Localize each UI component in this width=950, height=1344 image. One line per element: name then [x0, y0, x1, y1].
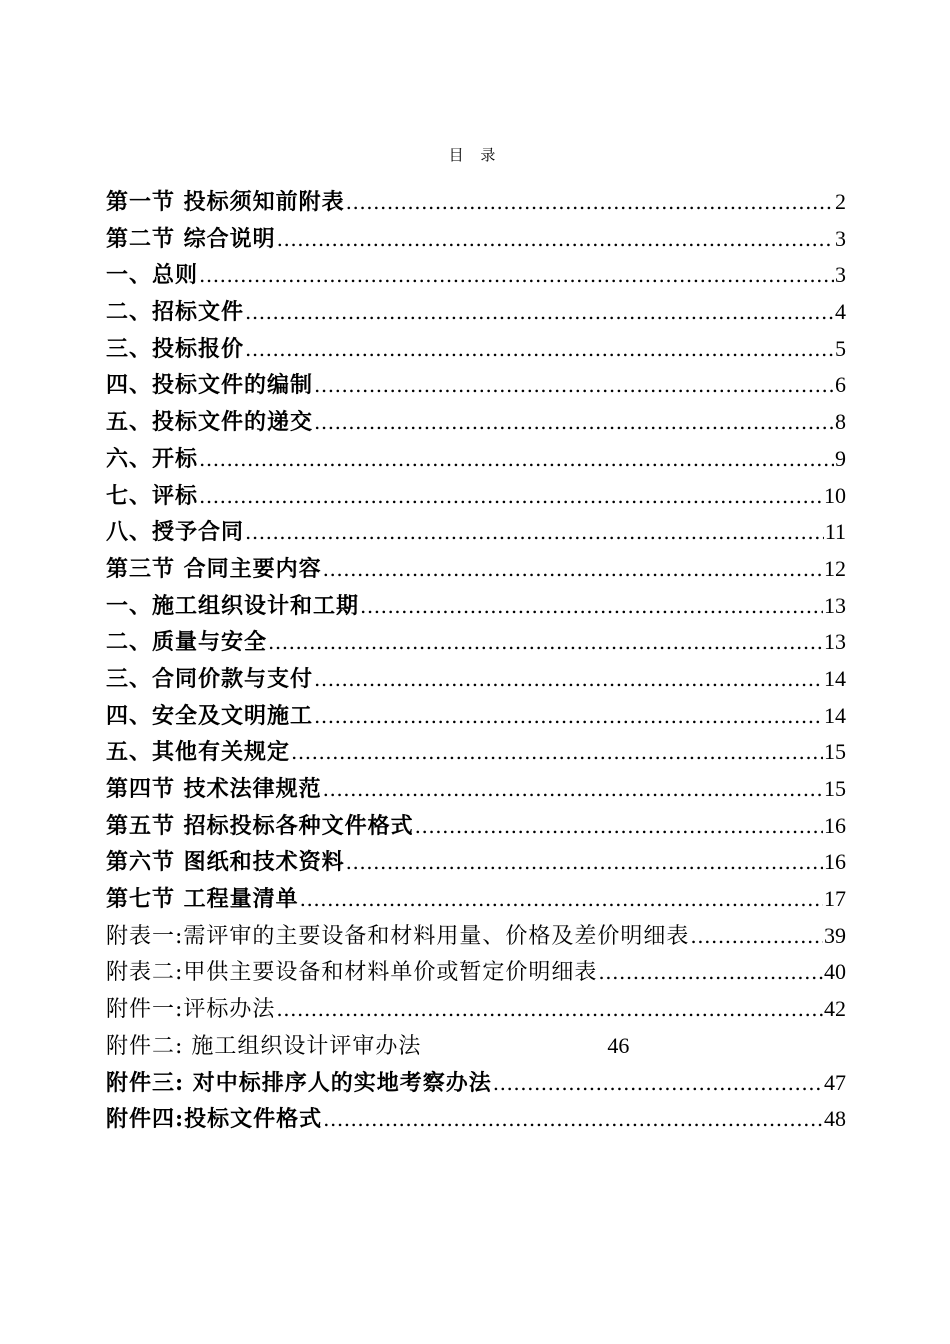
toc-page-number: 14: [824, 702, 846, 728]
toc-page-number: 5: [835, 335, 846, 361]
toc-leader-dots: [300, 881, 823, 918]
toc-leader-dots: [199, 478, 823, 515]
toc-leader-dots: [314, 698, 823, 735]
toc-entry[interactable]: [106, 918, 846, 955]
toc-entry[interactable]: [106, 441, 846, 478]
toc-leader-dots: [346, 184, 834, 221]
toc-page-number: 48: [824, 1106, 846, 1132]
toc-page-number: 46: [607, 1032, 630, 1058]
toc-leader-dots: [245, 331, 834, 368]
toc-entry-label: 附表二:甲供主要设备和材料单价或暂定价明细表: [106, 960, 598, 986]
toc-entry-label: 第七节 工程量清单: [106, 886, 299, 913]
toc-page-number: 40: [824, 959, 846, 985]
toc-entry-label: 五、投标文件的递交: [106, 409, 314, 436]
toc-entry-label: 二、招标文件: [106, 299, 245, 326]
toc-entry[interactable]: [106, 661, 846, 698]
toc-entry[interactable]: [106, 294, 846, 331]
toc-leader-dots: [346, 844, 823, 881]
toc-page-number: 10: [824, 482, 846, 508]
toc-leader-dots: [276, 991, 823, 1028]
toc-page-number: 13: [824, 592, 846, 618]
toc-entry[interactable]: [106, 221, 846, 258]
toc-entry-label: 八、授予合同: [106, 519, 245, 546]
toc-entry[interactable]: [106, 1101, 846, 1138]
toc-entry[interactable]: [106, 404, 846, 441]
toc-page-number: 6: [835, 372, 846, 398]
toc-entry-label: 四、投标文件的编制: [106, 372, 314, 399]
toc-page-number: 3: [835, 262, 846, 288]
toc-entry-label: 第四节 技术法律规范: [106, 776, 322, 802]
toc-entry[interactable]: [106, 1028, 846, 1065]
toc-entry[interactable]: [106, 331, 846, 368]
toc-page-number: 42: [824, 996, 846, 1022]
toc-page-number: 13: [824, 629, 846, 655]
toc-entry[interactable]: [106, 478, 846, 515]
toc-entry[interactable]: [106, 698, 846, 735]
toc-entry-label: 五、其他有关规定: [106, 739, 291, 766]
toc-entry-label: 附件四:投标文件格式: [106, 1106, 323, 1133]
toc-leader-dots: [598, 954, 823, 991]
toc-entry[interactable]: [106, 551, 846, 588]
toc-entry[interactable]: [106, 624, 846, 661]
toc-leader-dots: [245, 514, 824, 551]
toc-entry-label: 附件二: 施工组织设计评审办法: [106, 1033, 422, 1059]
toc-leader-dots: [493, 1065, 823, 1102]
toc-entry-label: 六、开标: [106, 445, 199, 472]
toc-leader-dots: [291, 734, 823, 771]
toc-entry-label: 第五节 招标投标各种文件格式: [106, 812, 414, 839]
toc-entry-label: 第六节 图纸和技术资料: [106, 849, 345, 876]
toc-leader-dots: [314, 367, 834, 404]
toc-entry-label: 三、合同价款与支付: [106, 665, 314, 692]
toc-entry-label: 第一节 投标须知前附表: [106, 189, 345, 215]
toc-entry-label: 一、施工组织设计和工期: [106, 592, 360, 619]
toc-entry[interactable]: [106, 771, 846, 808]
toc-page-number: 16: [824, 812, 846, 838]
toc-entry[interactable]: [106, 954, 846, 991]
toc-entry-label: 一、总则: [106, 262, 199, 289]
toc-page-number: 12: [824, 555, 846, 581]
toc-page-number: 47: [824, 1069, 846, 1095]
toc-leader-dots: [690, 918, 823, 955]
toc-entry[interactable]: [106, 808, 846, 845]
toc-page-number: 39: [824, 922, 846, 948]
toc-leader-dots: [314, 404, 834, 441]
toc-leader-dots: [268, 624, 823, 661]
toc-entry[interactable]: [106, 514, 846, 551]
toc-leader-dots: [323, 551, 823, 588]
toc-entry-label: 附表一:需评审的主要设备和材料用量、价格及差价明细表: [106, 923, 690, 949]
toc-entry[interactable]: [106, 1065, 846, 1102]
toc-page-number: 15: [824, 776, 846, 801]
toc-entry-label: 附件三: 对中标排序人的实地考察办法: [106, 1069, 492, 1096]
toc-leader-dots: [199, 441, 834, 478]
toc-leader-dots: [314, 661, 823, 698]
toc-entry[interactable]: [106, 184, 846, 221]
toc-entry-label: 三、投标报价: [106, 335, 245, 362]
toc-leader-dots: [199, 257, 834, 294]
toc-page-number: 2: [835, 189, 846, 214]
toc-page-number: 14: [824, 665, 846, 691]
toc-page-number: 8: [835, 409, 846, 435]
toc-entry-label: 第二节 综合说明: [106, 225, 276, 252]
toc-page-number: 11: [824, 519, 846, 545]
table-of-contents: [106, 184, 846, 1138]
toc-entry[interactable]: [106, 844, 846, 881]
toc-page-number: 3: [835, 225, 846, 251]
toc-entry[interactable]: [106, 257, 846, 294]
toc-entry[interactable]: [106, 588, 846, 625]
toc-page-number: 15: [824, 739, 846, 765]
toc-leader-dots: [277, 221, 834, 258]
toc-leader-dots: [360, 588, 823, 625]
toc-leader-dots: [245, 294, 834, 331]
toc-entry-label: 七、评标: [106, 482, 199, 509]
toc-entry[interactable]: [106, 991, 846, 1028]
toc-entry[interactable]: [106, 734, 846, 771]
toc-leader-dots: [323, 771, 823, 808]
toc-entry-label: 四、安全及文明施工: [106, 702, 314, 729]
toc-page-number: 16: [824, 849, 846, 875]
toc-page-number: 17: [824, 886, 846, 912]
toc-page-number: 9: [835, 445, 846, 471]
toc-entry-label: 附件一:评标办法: [106, 997, 276, 1023]
toc-entry-label: 第三节 合同主要内容: [106, 555, 322, 582]
page-title: 目 录: [448, 146, 502, 164]
toc-leader-dots: [323, 1101, 823, 1138]
toc-leader-dots: [415, 808, 823, 845]
toc-entry[interactable]: [106, 881, 846, 918]
toc-page-number: 4: [835, 299, 846, 325]
toc-entry[interactable]: [106, 367, 846, 404]
toc-entry-label: 二、质量与安全: [106, 629, 268, 656]
